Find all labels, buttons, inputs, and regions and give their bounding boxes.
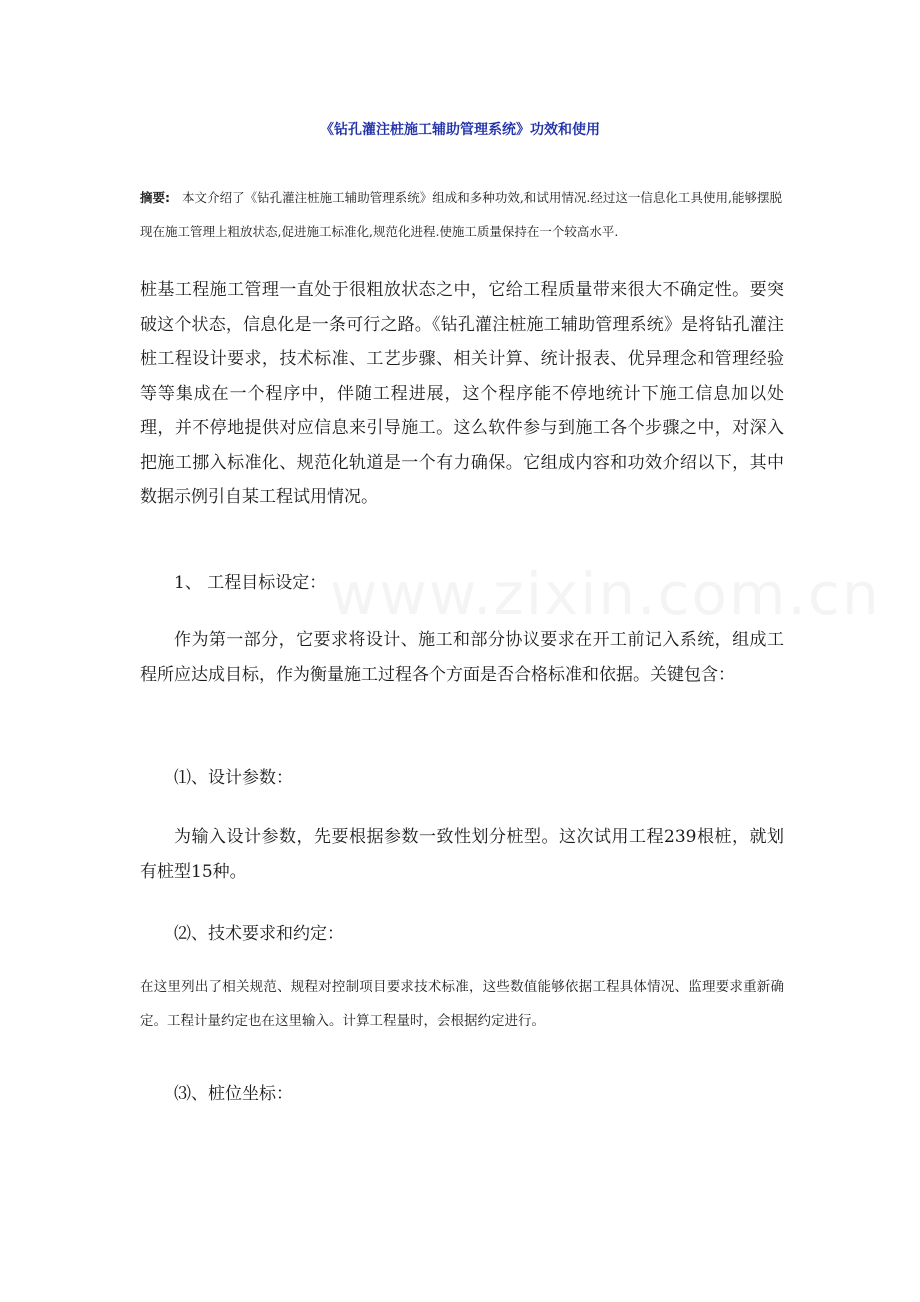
sub2-heading: ⑵、技术要求和约定： <box>174 924 344 944</box>
abstract-text: 本文介绍了《钻孔灌注桩施工辅助管理系统》组成和多种功效,和试用情况.经过这一信息化工具使用,能够摆脱现在施工管理上粗放状态,促进施工标准化,规范化进程.使施工质量保持在一个较高水平. <box>140 190 782 239</box>
sub1-paragraph: 为输入设计参数，先要根据参数一致性划分桩型。这次试用工程239根桩，就划有桩型15种。 <box>140 827 784 882</box>
document-title: 《钻孔灌注桩施工辅助管理系统》功效和使用 <box>320 122 600 138</box>
sub1-heading: ⑴、设计参数： <box>174 768 293 788</box>
section1-heading: 1、 工程目标设定： <box>174 573 327 593</box>
sub3-heading: ⑶、桩位坐标： <box>174 1084 293 1104</box>
sub2-paragraph: 在这里列出了相关规范、规程对控制项目要求技术标准，这些数值能够依据工程具体情况、监理要求重新确定。工程计量约定也在这里输入。计算工程量时，会根据约定进行。 <box>140 979 784 1029</box>
section1-paragraph: 作为第一部分，它要求将设计、施工和部分协议要求在开工前记入系统，组成工程所应达成目标，作为衡量施工过程各个方面是否合格标准和依据。关键包含： <box>140 630 784 685</box>
abstract-label: 摘要: <box>140 190 171 205</box>
abstract <box>140 181 782 249</box>
intro-paragraph: 桩基工程施工管理一直处于很粗放状态之中，它给工程质量带来很大不确定性。要突破这个状态，信息化是一条可行之路。《钻孔灌注桩施工辅助管理系统》是将钻孔灌注桩工程设计要求，技术标准、工艺步骤、相关计算、统计报表、优异理念和管理经验等等集成在一个程序中，伴随工程进展，这个程序能不停地统计下施工信息加以处理，并不停地提供对应信息来引导施工。这么软件参与到施工各个步骤之中，对深入把施工挪入标准化、规范化轨道是一个有力确保。它组成内容和功效介绍以下，其中数据示例引自某工程试用情况。 <box>140 280 784 507</box>
